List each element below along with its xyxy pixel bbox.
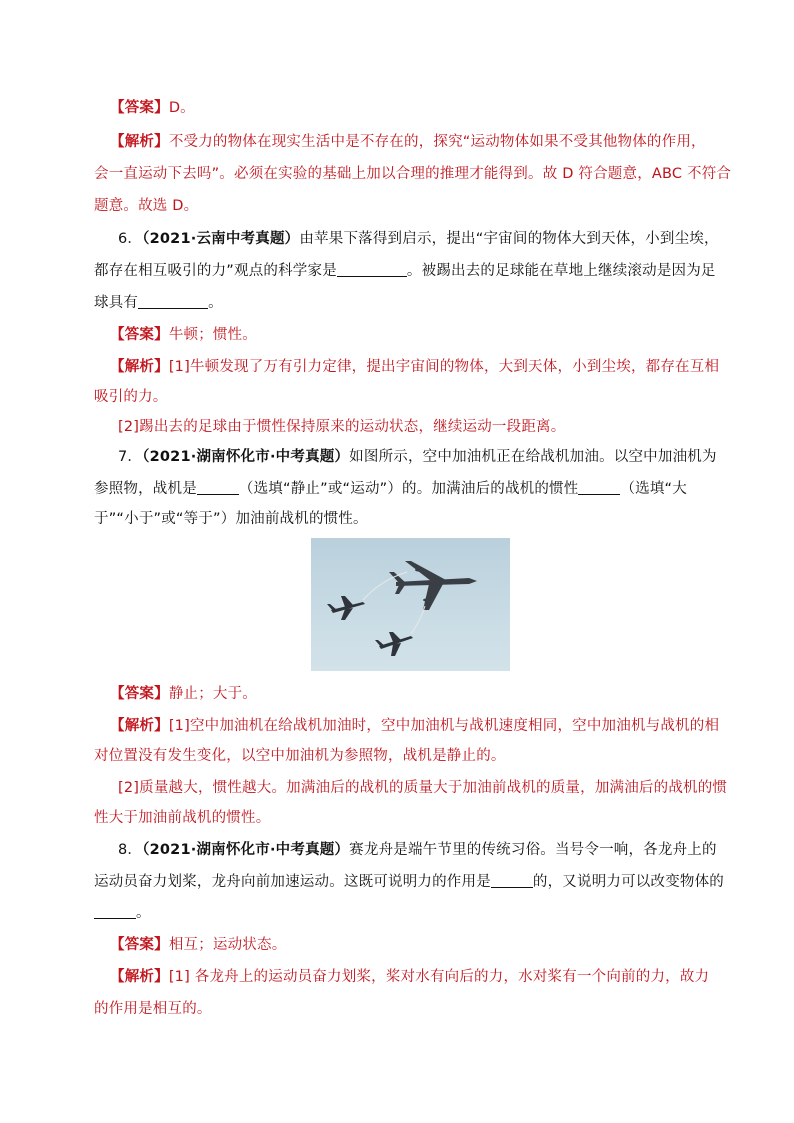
- q7-analysis-line-2: 对位置没有发生变化，以空中加油机为参照物，战机是静止的。: [94, 748, 506, 764]
- answer-blank[interactable]: [94, 904, 136, 919]
- q8-question-line-1: 8．（2021·湖南怀化市·中考真题）赛龙舟是端午节里的传统习俗。当号令一响，各龙舟上的: [118, 842, 717, 858]
- refueling-aircraft-photo: [311, 538, 510, 671]
- answer-text: 牛顿；惯性。: [168, 327, 258, 343]
- q5-analysis-line-2: 会一直运动下去吗”。必须在实验的基础上加以合理的推理才能得到。故 D 符合题意，ABC 不符合: [94, 166, 732, 182]
- answer-blank[interactable]: [337, 262, 407, 277]
- q6-answer: [110, 325, 257, 345]
- q8-analysis-line-2: 的作用是相互的。: [94, 1001, 212, 1017]
- analysis-tag: 【解析】: [110, 134, 169, 150]
- aircraft-illustration: [311, 538, 510, 671]
- q6-question-line-1: 6．（2021·云南中考真题）由苹果下落得到启示，提出“宇宙间的物体大到天体，小到尘埃，: [118, 231, 719, 247]
- answer-tag: 【答案】: [110, 686, 169, 702]
- answer-blank[interactable]: [578, 480, 620, 495]
- question-source: （2021·湖南怀化市·中考真题）: [142, 449, 350, 465]
- question-source: （2021·湖南怀化市·中考真题）: [142, 842, 350, 858]
- q8-analysis-line-1: 【解析】[1] 各龙舟上的运动员奋力划桨，桨对水有向后的力，水对桨有一个向前的力，故力: [110, 969, 710, 985]
- answer-text: D。: [168, 100, 195, 116]
- question-number: 7．: [118, 449, 143, 465]
- question-source: （2021·云南中考真题）: [142, 231, 300, 247]
- analysis-tag: 【解析】: [110, 359, 169, 375]
- analysis-tag: 【解析】: [110, 969, 169, 985]
- q8-question-line-2: 运动员奋力划桨，龙舟向前加速运动。这既可说明力的作用是 的，又说明力可以改变物体的: [94, 874, 725, 890]
- q7-analysis-line-3: [2]质量越大，惯性越大。加满油后的战机的质量大于加油前战机的质量，加满油后的战机的惯: [118, 780, 728, 796]
- q7-analysis-line-4: 性大于加油前战机的惯性。: [94, 810, 271, 826]
- answer-text: 相互；运动状态。: [168, 937, 287, 953]
- answer-tag: 【答案】: [110, 937, 169, 953]
- answer-tag: 【答案】: [110, 100, 169, 116]
- q8-answer: [110, 935, 286, 955]
- q5-analysis-line-1: 【解析】不受力的物体在现实生活中是不存在的，探究“运动物体如果不受其他物体的作用，: [110, 134, 706, 150]
- q6-question-line-3: 球具有 。: [94, 295, 223, 311]
- q5-answer: [110, 98, 195, 118]
- analysis-tag: 【解析】: [110, 718, 169, 734]
- answer-blank[interactable]: [138, 294, 208, 309]
- q7-question-line-1: 7．（2021·湖南怀化市·中考真题）如图所示，空中加油机正在给战机加油。以空中加油机为: [118, 449, 717, 465]
- q6-question-line-2: 都存在相互吸引的力”观点的科学家是 。被踢出去的足球能在草地上继续滚动是因为足: [94, 263, 716, 279]
- question-number: 6．: [118, 231, 143, 247]
- q6-analysis-line-1: 【解析】[1]牛顿发现了万有引力定律，提出宇宙间的物体，大到天体，小到尘埃，都存在互相: [110, 359, 720, 375]
- q7-question-line-2: 参照物，战机是 （选填“静止”或“运动”）的。加满油后的战机的惯性 （选填“大: [94, 481, 687, 497]
- q7-answer: [110, 684, 257, 704]
- q6-analysis-line-2: 吸引的力。: [94, 389, 168, 405]
- q8-question-line-3: 。: [94, 903, 151, 923]
- answer-blank[interactable]: [491, 873, 533, 888]
- answer-tag: 【答案】: [110, 327, 169, 343]
- q5-analysis-line-3: 题意。故选 D。: [94, 198, 199, 214]
- answer-text: 静止；大于。: [168, 686, 258, 702]
- q7-analysis-line-1: 【解析】[1]空中加油机在给战机加油时，空中加油机与战机速度相同，空中加油机与战机的相: [110, 718, 720, 734]
- q6-analysis-line-3: [2]踢出去的足球由于惯性保持原来的运动状态，继续运动一段距离。: [118, 419, 566, 435]
- answer-blank[interactable]: [197, 480, 239, 495]
- q7-question-line-3: 于”“小于”或“等于”）加油前战机的惯性。: [94, 511, 368, 527]
- question-number: 8．: [118, 842, 143, 858]
